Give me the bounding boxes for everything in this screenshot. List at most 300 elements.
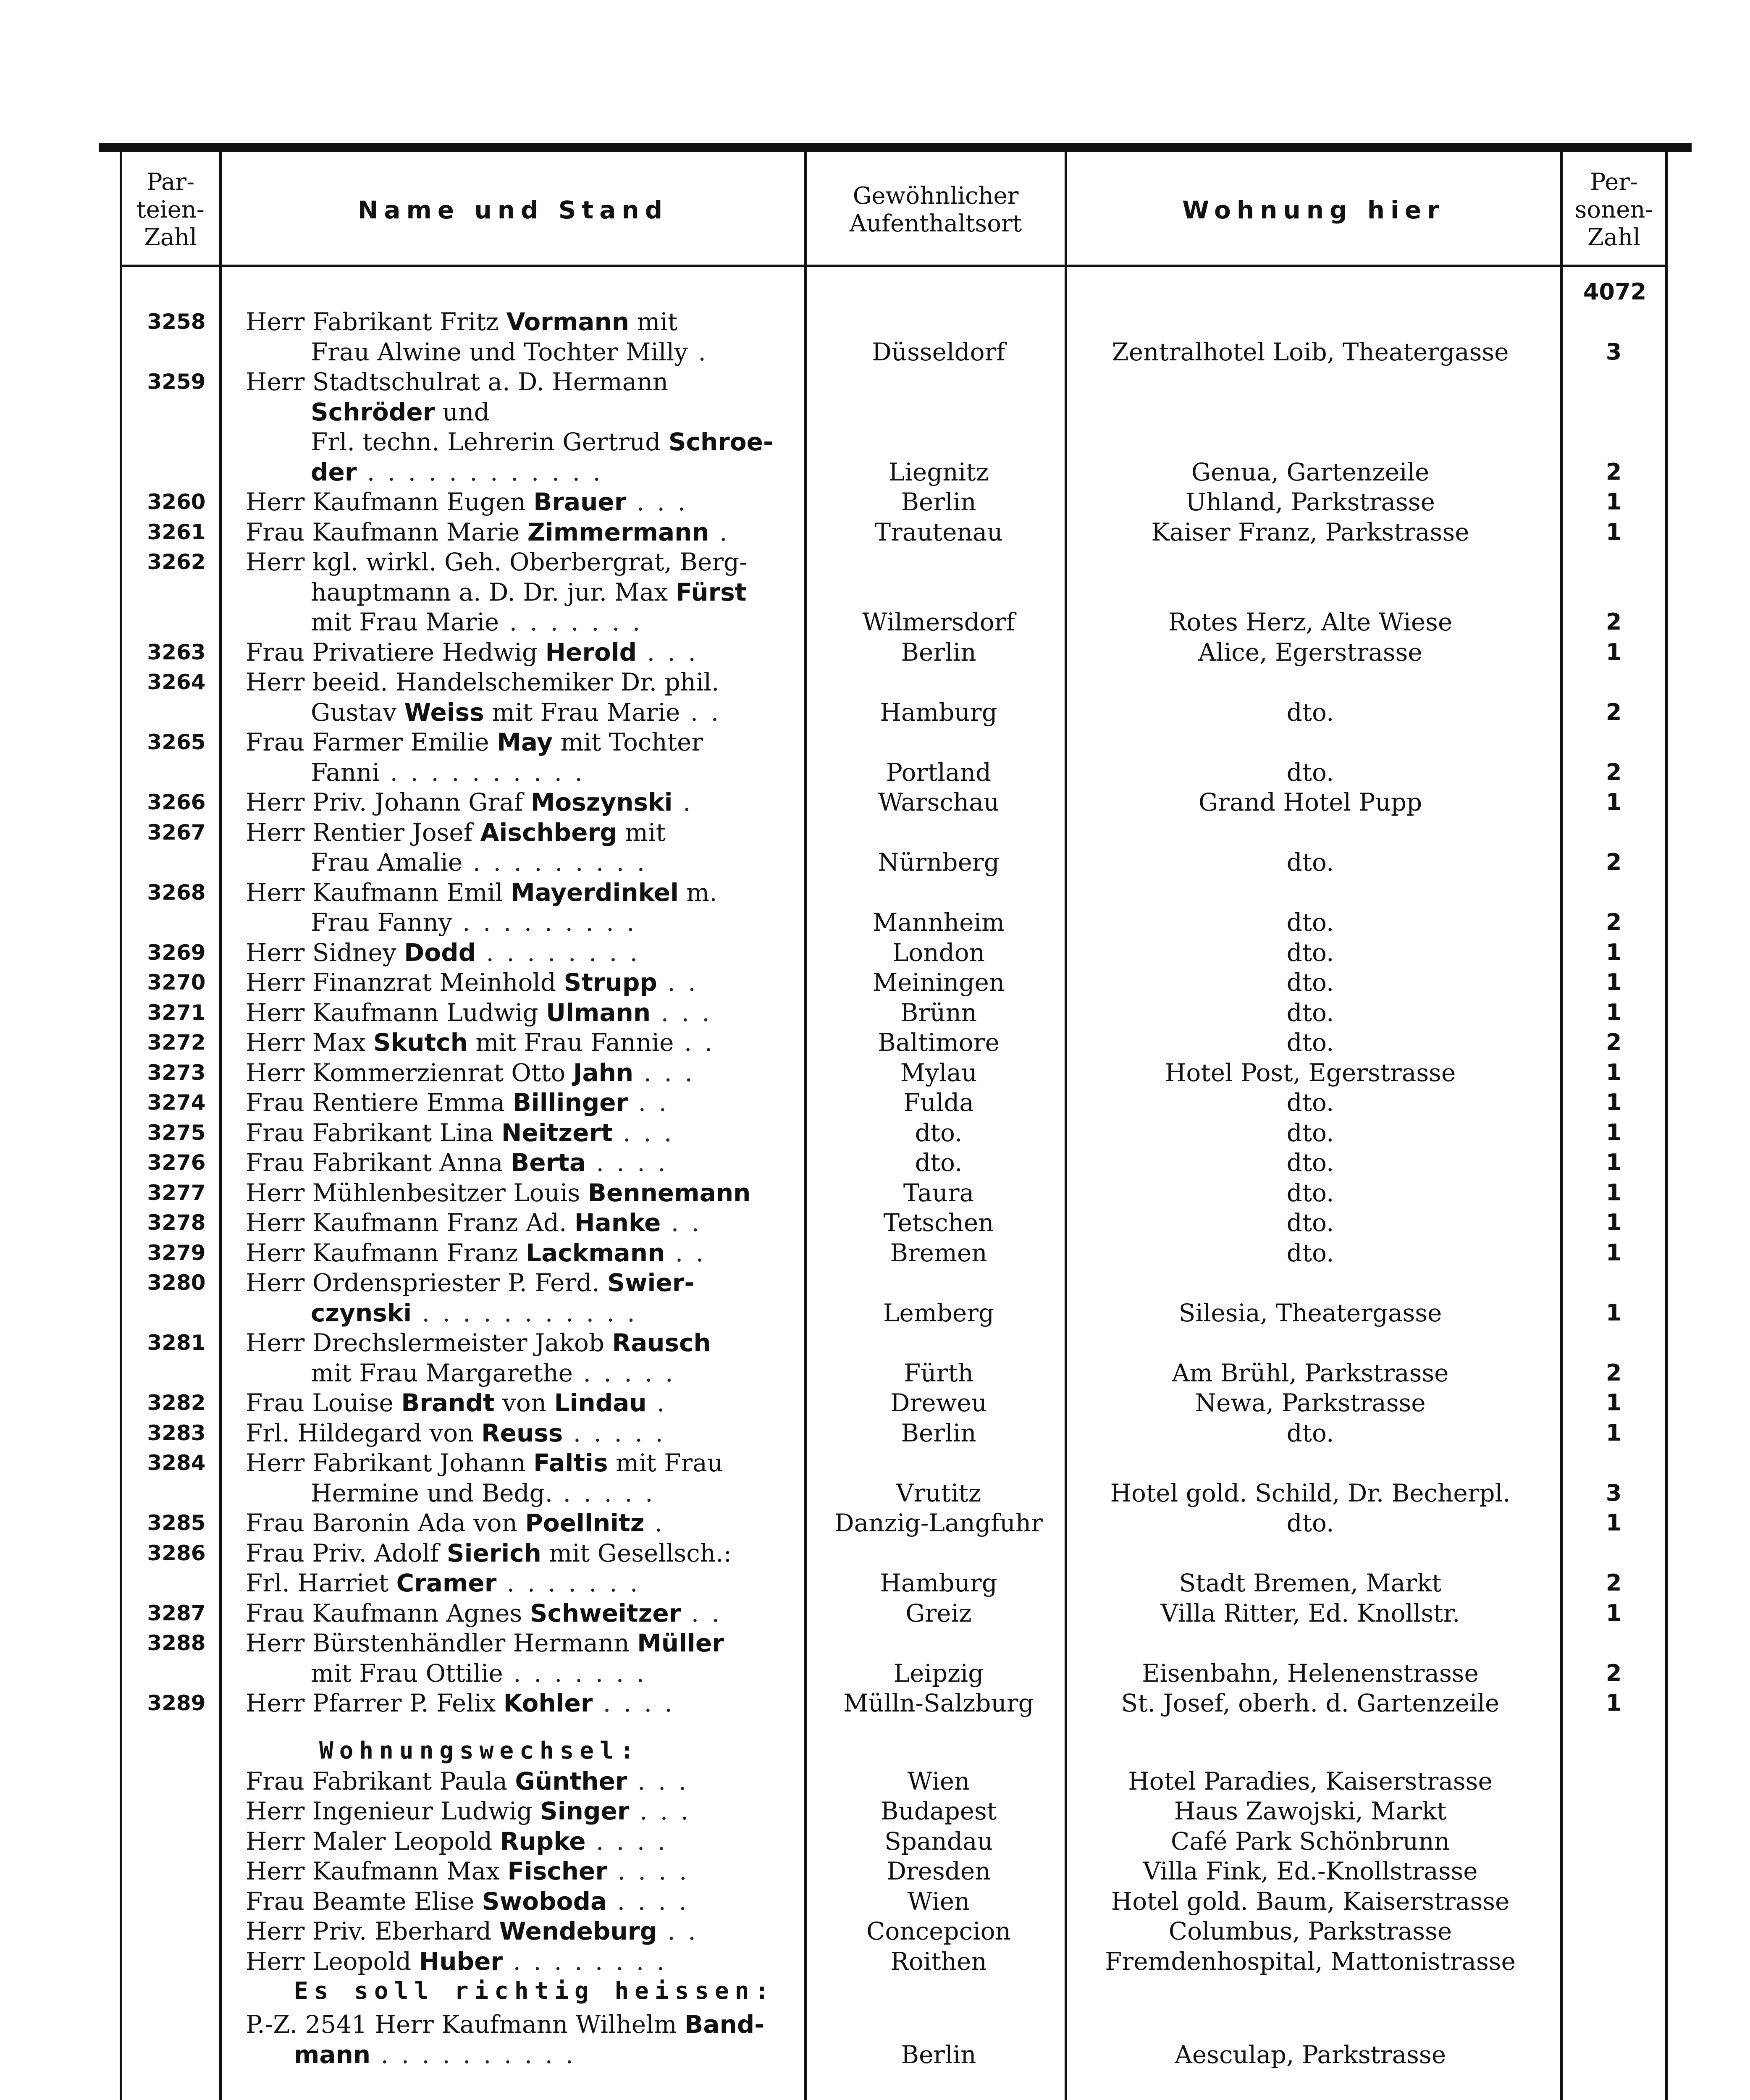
person-count: 1 (1606, 488, 1622, 515)
guest-name (311, 1298, 800, 1328)
guest-name (311, 847, 800, 877)
name-prefix: Herr Priv. Eberhard (246, 1917, 499, 1946)
table-row (0, 817, 1750, 848)
person-count: 1 (1606, 1119, 1622, 1146)
party-number: 3258 (147, 310, 206, 334)
table-row (0, 1208, 1750, 1238)
name-prefix: Herr Kommerzienrat Otto (246, 1058, 573, 1087)
person-count (1564, 577, 1663, 607)
leader-dots: . . . . . . . (503, 1659, 647, 1688)
table-row (0, 1118, 1750, 1148)
name-prefix: mit Frau Ottilie (311, 1659, 503, 1688)
guest-name (246, 517, 800, 547)
lodging-here: Alice, Egerstrasse (1198, 638, 1422, 667)
table-row (0, 727, 1750, 757)
lodging-here (1067, 577, 1554, 607)
header-party-number: Par- teien- Zahl (136, 168, 205, 251)
party-number: 3277 (147, 1180, 206, 1205)
usual-residence (808, 397, 1069, 427)
name-prefix: Herr Mühlenbesitzer Louis (246, 1178, 588, 1207)
table-row (0, 847, 1750, 877)
usual-residence: Mannheim (873, 908, 1005, 937)
person-count: 1 (1606, 1239, 1622, 1266)
surname: Billinger (512, 1088, 628, 1117)
leader-dots: . . (680, 698, 722, 727)
lodging-here (1067, 427, 1554, 457)
table-row (0, 1418, 1750, 1448)
person-count (1564, 667, 1663, 697)
party-number (126, 1478, 227, 1508)
party-number: 3276 (147, 1150, 206, 1175)
usual-residence (808, 1628, 1069, 1658)
lodging-here: dto. (1286, 1118, 1334, 1147)
person-count: 1 (1606, 1209, 1622, 1236)
surname: Lackmann (526, 1238, 665, 1267)
name-prefix: Frau Farmer Emilie (246, 728, 497, 756)
usual-residence: Danzig-Langfuhr (834, 1509, 1043, 1537)
person-count: 2 (1606, 1659, 1622, 1686)
lodging-here: Hotel gold. Baum, Kaiserstrasse (1111, 1887, 1510, 1916)
person-count (1564, 427, 1663, 457)
usual-residence: Fulda (903, 1088, 974, 1117)
table-row (0, 1766, 1750, 1796)
lodging-here: dto. (1286, 938, 1334, 967)
lodging-here: Villa Fink, Ed.-Knollstrasse (1143, 1857, 1478, 1886)
name-prefix: Herr Sidney (246, 938, 404, 967)
leader-dots: . . . (627, 1767, 689, 1796)
name-prefix: Gustav (311, 698, 404, 727)
lodging-here: Silesia, Theatergasse (1178, 1298, 1442, 1327)
usual-residence (808, 367, 1069, 397)
guest-name (311, 397, 800, 427)
party-number (126, 697, 227, 727)
surname: Jahn (573, 1058, 634, 1087)
person-count: 1 (1606, 1419, 1622, 1446)
leader-dots: . (672, 788, 693, 816)
leader-dots: . . (628, 1088, 669, 1117)
table-row (0, 1027, 1750, 1058)
party-number (126, 397, 227, 427)
party-number: 3262 (147, 550, 206, 574)
party-number: 3269 (147, 940, 206, 965)
table-row (0, 1328, 1750, 1358)
usual-residence: Nürnberg (878, 848, 1000, 877)
surname: Faltis (533, 1449, 608, 1477)
guest-name (246, 1087, 800, 1118)
table-row (0, 517, 1750, 547)
party-number: 3279 (147, 1240, 206, 1265)
party-number: 3271 (147, 1000, 206, 1025)
surname: Dodd (404, 938, 476, 967)
leader-dots: . . . (651, 998, 712, 1027)
table-row (0, 787, 1750, 817)
table-row (0, 757, 1750, 788)
name-prefix: Frau Baronin Ada von (246, 1509, 525, 1537)
party-number: 3260 (147, 490, 206, 514)
table-row (0, 1916, 1750, 1946)
usual-residence: Tetschen (883, 1208, 994, 1237)
name-prefix: Herr Kaufmann Ludwig (246, 998, 546, 1027)
surname: Schroe- (668, 428, 774, 456)
person-count: 2 (1606, 849, 1622, 875)
name-prefix: Frau Priv. Adolf (246, 1538, 447, 1567)
leader-dots: . . . . . . . . (503, 1947, 667, 1976)
lodging-here (1067, 307, 1554, 337)
header-lodging-here: Wohnung hier (1182, 196, 1445, 224)
name-prefix: Frau Fabrikant Paula (246, 1767, 515, 1796)
person-count (1564, 367, 1663, 397)
name-prefix: Herr Stadtschulrat a. D. Hermann (246, 368, 669, 396)
usual-residence: Fürth (904, 1358, 973, 1387)
name-prefix: Herr beeid. Handelschemiker Dr. phil. (246, 668, 719, 696)
lodging-here (1067, 877, 1554, 908)
surname: Müller (637, 1629, 724, 1657)
name-prefix: Herr Kaufmann Franz (246, 1238, 526, 1267)
leader-dots: . . . . (607, 1887, 689, 1916)
table-row (0, 307, 1750, 337)
usual-residence: Wien (907, 1887, 970, 1916)
name-prefix: Herr Priv. Johann Graf (246, 788, 531, 816)
name-prefix: Herr Drechslermeister Jakob (246, 1328, 612, 1357)
surname: Weiss (404, 698, 484, 727)
usual-residence: dto. (915, 1118, 963, 1147)
table-row (0, 607, 1750, 637)
lodging-here: Rotes Herz, Alte Wiese (1168, 608, 1453, 636)
usual-residence: Liegnitz (888, 457, 989, 486)
leader-dots: . . (661, 1208, 702, 1237)
guest-name (246, 998, 800, 1028)
guest-name (246, 1178, 800, 1208)
leader-dots: . . . (633, 1058, 695, 1087)
guest-name (246, 667, 800, 697)
leader-dots: . . . . . . . . . (452, 908, 637, 937)
surname: Moszynski (530, 788, 673, 816)
person-count (1564, 1538, 1663, 1568)
name-prefix: Frau Privatiere Hedwig (246, 638, 546, 667)
usual-residence: Leipzig (893, 1659, 984, 1688)
surname: der (311, 457, 357, 486)
guest-name (246, 1946, 800, 1977)
table-row (0, 1388, 1750, 1418)
name-prefix: Frl. Hildegard von (246, 1418, 481, 1447)
person-count: 2 (1606, 1029, 1622, 1055)
table-row (0, 367, 1750, 397)
lodging-here: Am Brühl, Parkstrasse (1172, 1358, 1449, 1387)
usual-residence (808, 667, 1069, 697)
surname: Skutch (373, 1028, 468, 1057)
usual-residence: London (892, 938, 985, 967)
party-number (126, 1568, 227, 1598)
name-prefix: Frau Louise (246, 1389, 401, 1417)
name-prefix: Frau Kaufmann Agnes (246, 1599, 530, 1628)
surname: Mayerdinkel (511, 878, 679, 907)
name-prefix: Herr Kaufmann Eugen (246, 488, 534, 516)
person-count: 1 (1606, 1299, 1622, 1326)
header-person-count: Per- sonen- Zahl (1574, 168, 1653, 251)
name-suffix: m. (678, 878, 717, 907)
lodging-here (1067, 1328, 1554, 1358)
lodging-here: Haus Zawojski, Markt (1174, 1797, 1447, 1826)
person-count: 2 (1606, 609, 1622, 635)
party-number: 3287 (147, 1601, 206, 1625)
person-count: 1 (1606, 518, 1622, 545)
person-count: 1 (1606, 969, 1622, 995)
guest-name (246, 1886, 800, 1916)
table-row (0, 667, 1750, 697)
surname: Kohler (503, 1689, 593, 1717)
usual-residence (808, 817, 1069, 848)
usual-residence (808, 1448, 1069, 1478)
lodging-here: Fremdenhospital, Mattonistrasse (1105, 1947, 1516, 1976)
leader-dots: . . . (626, 488, 688, 516)
person-count (1564, 1328, 1663, 1358)
guest-name (311, 607, 800, 637)
usual-residence (808, 1538, 1069, 1568)
lodging-here: dto. (1286, 968, 1334, 997)
guest-name (246, 1027, 800, 1058)
name-prefix: P.-Z. 2541 Herr Kaufmann Wilhelm (246, 2010, 685, 2039)
name-prefix: Herr Pfarrer P. Felix (246, 1689, 504, 1717)
usual-residence: Berlin (901, 2040, 976, 2069)
usual-residence: Trautenau (874, 517, 1003, 546)
party-number: 3285 (147, 1511, 206, 1535)
guest-name (246, 1916, 800, 1946)
usual-residence: Baltimore (878, 1028, 1000, 1057)
name-prefix: Fanni (311, 758, 380, 787)
table-row (0, 457, 1750, 487)
lodging-here: Kaiser Franz, Parkstrasse (1151, 517, 1469, 546)
person-count: 1 (1606, 1599, 1622, 1626)
leader-dots: . (646, 1389, 667, 1417)
lodging-here: Zentralhotel Loib, Theatergasse (1112, 337, 1509, 366)
party-number (126, 337, 227, 367)
leader-dots: . . . . . . . (499, 608, 643, 636)
surname: Günther (515, 1767, 627, 1796)
party-number: 3261 (147, 520, 206, 544)
name-suffix: mit Gesellsch.: (541, 1538, 732, 1567)
usual-residence: Portland (886, 758, 992, 787)
lodging-here (1067, 397, 1554, 427)
party-number (126, 427, 227, 457)
usual-residence: Budapest (880, 1797, 997, 1826)
lodging-here: Grand Hotel Pupp (1198, 788, 1422, 816)
surname: Herold (545, 638, 637, 667)
party-number (126, 847, 227, 877)
person-count: 1 (1606, 1149, 1622, 1176)
surname: Neitzert (501, 1118, 613, 1147)
person-count: 1 (1606, 1059, 1622, 1086)
guest-name (246, 1208, 800, 1238)
table-row (0, 397, 1750, 427)
correction-name (246, 2009, 800, 2040)
name-prefix: mit Frau Margarethe (311, 1358, 573, 1387)
name-suffix: mit (629, 307, 678, 336)
guest-name (246, 937, 800, 968)
table-row (0, 1826, 1750, 1856)
party-number (126, 457, 227, 487)
leader-dots: . . (681, 1599, 722, 1628)
lodging-here: dto. (1286, 1088, 1334, 1117)
leader-dots: . . . . . . . (496, 1569, 640, 1597)
table-row (0, 1856, 1750, 1886)
person-count: 3 (1606, 1479, 1622, 1506)
name-prefix: Hermine und Bedg. (311, 1478, 553, 1507)
surname: czynski (311, 1298, 412, 1327)
party-number: 3266 (147, 790, 206, 814)
guest-name (311, 697, 800, 727)
guest-name (246, 967, 800, 998)
party-number: 3263 (147, 640, 206, 664)
name-suffix: mit (617, 818, 666, 847)
name-prefix: Herr Kaufmann Max (246, 1857, 508, 1886)
person-count: 1 (1606, 789, 1622, 815)
party-number: 3286 (147, 1541, 206, 1565)
guest-name (246, 1118, 800, 1148)
guest-name (246, 1688, 800, 1718)
table-row (0, 877, 1750, 908)
surname: Reuss (481, 1418, 563, 1447)
person-count: 1 (1606, 939, 1622, 966)
name-prefix: Herr Kaufmann Franz Ad. (246, 1208, 575, 1237)
surname: Band- (685, 2010, 765, 2039)
guest-name (246, 1598, 800, 1628)
surname: Singer (540, 1797, 630, 1826)
surname: mann (294, 2040, 371, 2069)
person-count (1564, 877, 1663, 908)
person-count (1564, 397, 1663, 427)
surname: Schweitzer (530, 1599, 681, 1628)
lodging-here: St. Josef, oberh. d. Gartenzeile (1121, 1689, 1500, 1717)
table-row (0, 1796, 1750, 1826)
guest-name (246, 1856, 800, 1886)
leader-dots: . . . . . . . . . . . . (357, 457, 603, 486)
leader-dots: . . . (612, 1118, 674, 1147)
leader-dots: . . . . . . . . . . (370, 2040, 576, 2069)
table-row (0, 1598, 1750, 1628)
person-count: 1 (1606, 638, 1622, 665)
lodging-here (1067, 667, 1554, 697)
table-row (0, 1087, 1750, 1118)
usual-residence: Hamburg (880, 1569, 997, 1597)
lodging-here: Villa Ritter, Ed. Knollstr. (1160, 1599, 1460, 1628)
usual-residence: Vrutitz (896, 1478, 981, 1507)
guest-name (311, 457, 800, 487)
name-prefix: Herr Leopold (246, 1947, 419, 1976)
surname: Vormann (506, 307, 630, 336)
table-row (0, 637, 1750, 667)
table-row (0, 907, 1750, 937)
table-row (0, 1736, 1750, 1766)
guest-name (246, 367, 800, 397)
name-prefix: Frl. techn. Lehrerin Gertrud (311, 428, 669, 456)
usual-residence: Dresden (887, 1857, 991, 1886)
name-prefix: Frau Kaufmann Marie (246, 517, 527, 546)
lodging-here: dto. (1286, 848, 1334, 877)
usual-residence: Mülln-Salzburg (843, 1689, 1034, 1717)
name-suffix: mit Frau (608, 1449, 723, 1477)
lodging-here (1067, 817, 1554, 848)
leader-dots: . . . . . . . . (476, 938, 640, 967)
table-row (0, 1478, 1750, 1508)
usual-residence (808, 727, 1069, 757)
party-number: 3273 (147, 1060, 206, 1085)
guest-name (311, 1658, 800, 1688)
person-count: 2 (1606, 1570, 1622, 1596)
surname: Fischer (507, 1857, 607, 1886)
lodging-here: Café Park Schönbrunn (1170, 1827, 1450, 1856)
party-number: 3274 (147, 1090, 206, 1115)
table-row (0, 2040, 1750, 2070)
surname: Fürst (675, 578, 747, 606)
leader-dots: . . (657, 1917, 698, 1946)
leader-dots: . . . (637, 638, 698, 667)
guest-name (246, 1328, 800, 1358)
lodging-here: Uhland, Parkstrasse (1186, 488, 1435, 516)
name-prefix: hauptmann a. D. Dr. jur. Max (311, 578, 676, 606)
section-heading-address-changes: Wohnungswechsel: (319, 1737, 640, 1765)
usual-residence: Warschau (878, 788, 1000, 816)
person-count: 3 (1606, 338, 1622, 365)
surname: Swoboda (482, 1887, 607, 1916)
usual-residence (808, 547, 1069, 577)
lodging-here (1067, 1538, 1554, 1568)
party-number: 3288 (147, 1631, 206, 1655)
leader-dots: . . . . . . . . . (462, 848, 648, 877)
guest-name (246, 1418, 800, 1448)
surname: Hanke (575, 1208, 661, 1237)
party-number: 3282 (147, 1391, 206, 1415)
lodging-here (1067, 1268, 1554, 1298)
usual-residence: Berlin (901, 1418, 976, 1447)
surname: Poellnitz (525, 1509, 645, 1537)
lodging-here (1067, 547, 1554, 577)
leader-dots: . . . . . . . . . . (380, 758, 585, 787)
table-row (0, 1358, 1750, 1388)
usual-residence (808, 427, 1069, 457)
leader-dots: . (709, 517, 730, 546)
usual-residence: Hamburg (880, 698, 997, 727)
party-number: 3281 (147, 1331, 206, 1355)
table-row (0, 697, 1750, 727)
person-count (1564, 817, 1663, 848)
person-count (1564, 1448, 1663, 1478)
lodging-here: dto. (1286, 908, 1334, 937)
party-number: 3283 (147, 1420, 206, 1445)
name-prefix: Frau Amalie (311, 848, 463, 877)
person-count: 2 (1606, 698, 1622, 725)
party-number: 3278 (147, 1210, 206, 1235)
table-row (0, 1147, 1750, 1178)
leader-dots: . . . . (593, 1689, 675, 1717)
surname: Rupke (500, 1827, 586, 1856)
table-row (0, 1508, 1750, 1538)
lodging-here (1067, 1628, 1554, 1658)
person-count: 2 (1606, 909, 1622, 935)
header-usual-residence: Gewöhnlicher Aufenthaltsort (849, 182, 1022, 237)
usual-residence: Concepcion (866, 1917, 1011, 1946)
person-count (1564, 727, 1663, 757)
person-count: 2 (1606, 1359, 1622, 1386)
name-prefix: Frau Fabrikant Lina (246, 1118, 501, 1147)
leader-dots: . . . . . (573, 1358, 676, 1387)
party-number: 3265 (147, 730, 206, 754)
party-number: 3270 (147, 970, 206, 995)
table-row (0, 1058, 1750, 1088)
lodging-here: dto. (1286, 998, 1334, 1027)
surname: Zimmermann (527, 517, 709, 546)
guest-name (246, 787, 800, 817)
person-count: 2 (1606, 458, 1622, 485)
